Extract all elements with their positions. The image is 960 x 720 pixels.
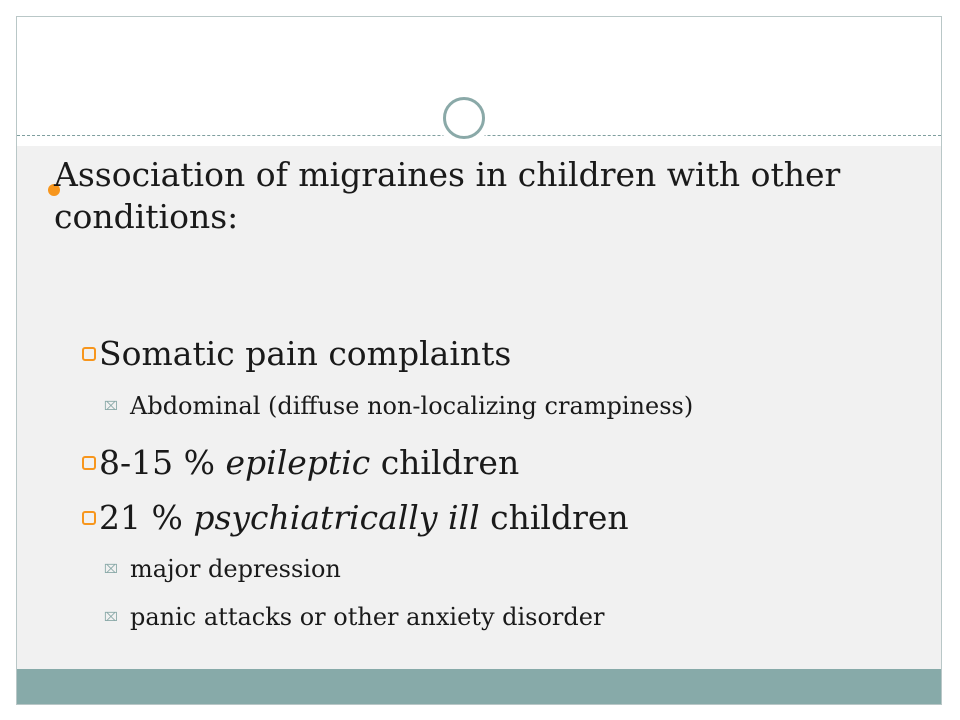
footer-bar <box>17 669 941 704</box>
epileptic-suffix: children <box>370 443 520 482</box>
x-mark-bullet-icon: ⌧ <box>104 399 118 413</box>
epileptic-prefix: 8-15 % <box>99 443 226 482</box>
hollow-square-bullet-icon <box>82 347 96 361</box>
hollow-square-bullet-icon <box>82 456 96 470</box>
sub-sub-bullet-abdominal: Abdominal (diffuse non-localizing crampiness) <box>130 392 694 420</box>
circle-ornament-icon <box>437 91 491 145</box>
main-bullet-text: Association of migraines in children with other conditions: <box>54 155 841 236</box>
epileptic-italic: epileptic <box>225 443 371 482</box>
sub-sub-bullet-depression: major depression <box>130 555 341 583</box>
x-mark-bullet-icon: ⌧ <box>104 610 118 624</box>
sub-sub-bullet-anxiety: panic attacks or other anxiety disorder <box>130 603 605 631</box>
circle-ring <box>443 97 485 139</box>
psychiatric-italic: psychiatrically ill <box>193 498 480 537</box>
sub-bullet-somatic: Somatic pain complaints <box>99 334 512 373</box>
x-mark-bullet-icon: ⌧ <box>104 562 118 576</box>
sub-bullet-epileptic <box>99 443 519 482</box>
sub-bullet-psychiatric <box>99 498 629 537</box>
psychiatric-prefix: 21 % <box>99 498 194 537</box>
hollow-square-bullet-icon <box>82 511 96 525</box>
psychiatric-suffix: children <box>479 498 629 537</box>
